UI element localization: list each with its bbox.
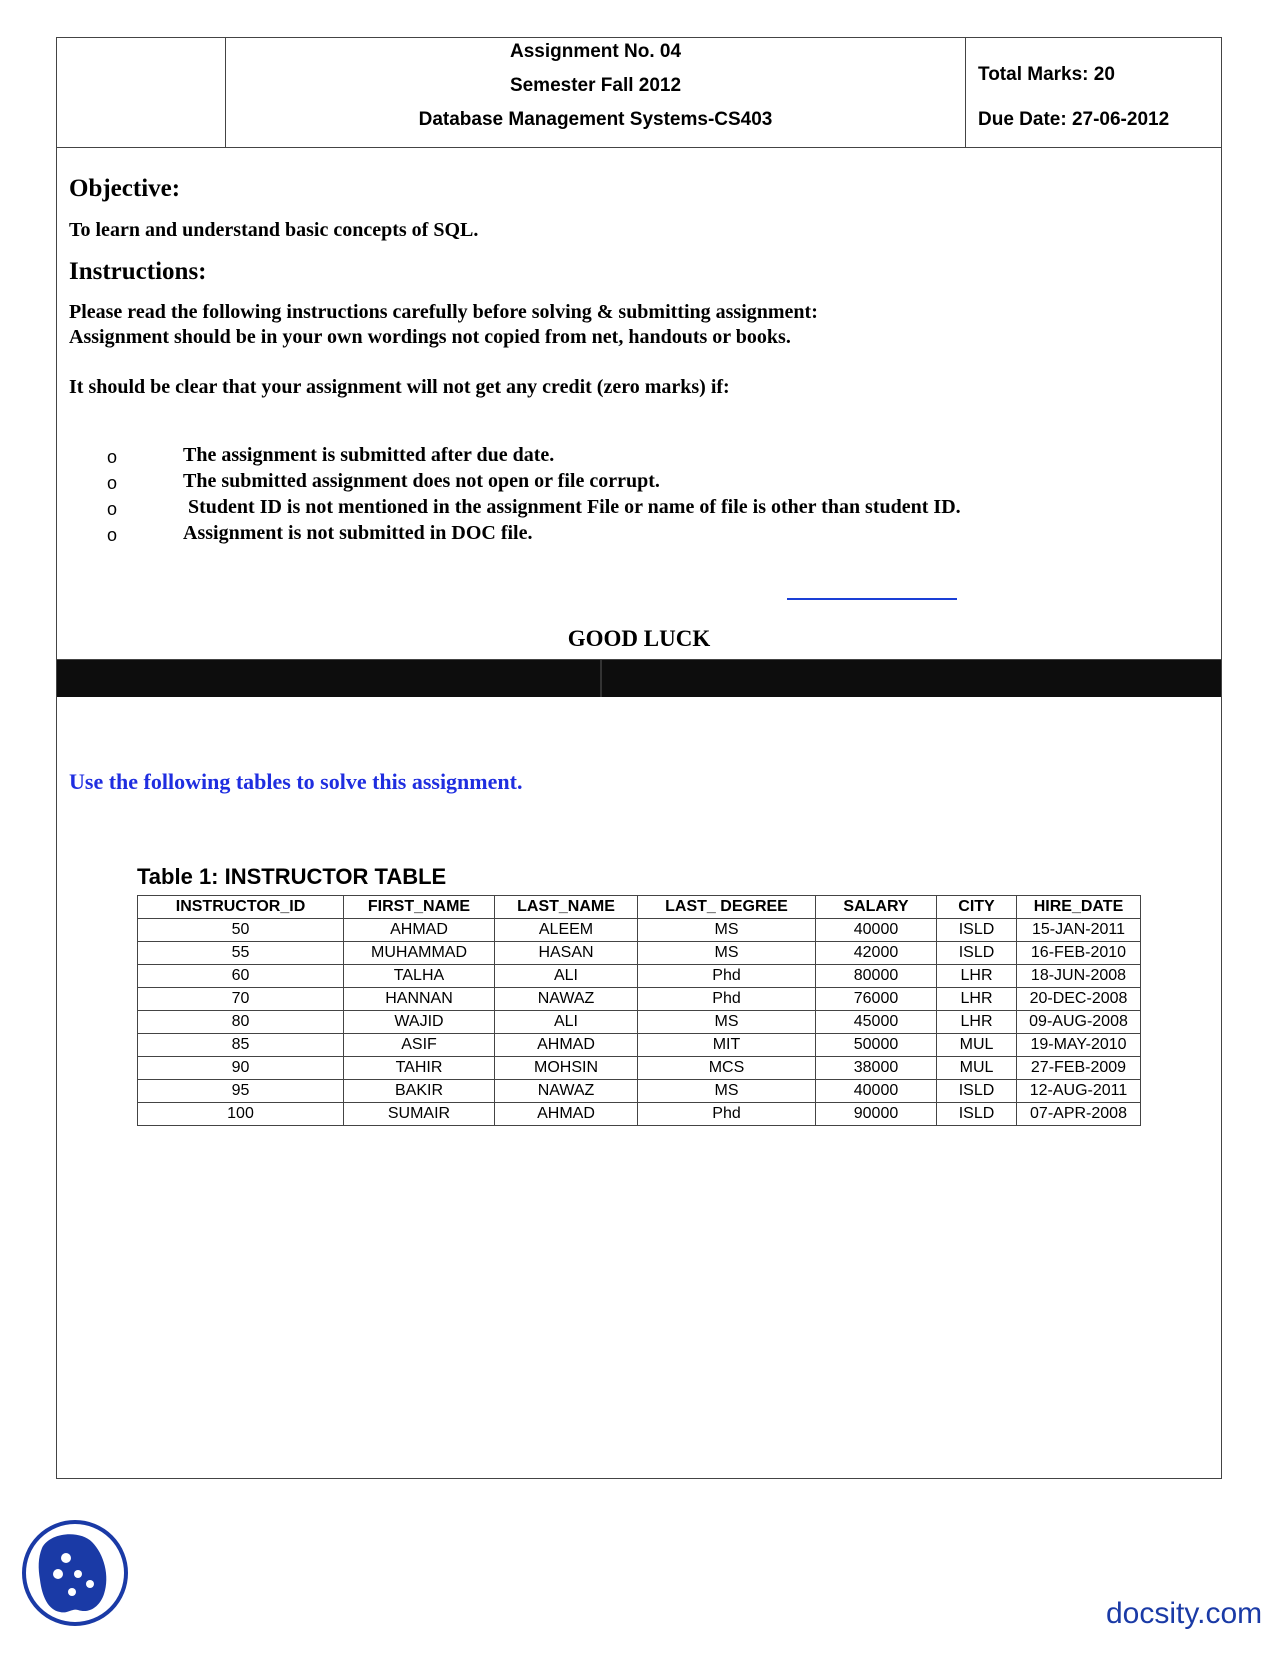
table-cell: 45000 [816, 1011, 937, 1034]
column-header: LAST_ DEGREE [638, 896, 816, 919]
table-cell: ISLD [937, 942, 1017, 965]
table-row [138, 988, 1141, 1011]
table-cell: 09-AUG-2008 [1017, 1011, 1141, 1034]
table-cell: MS [638, 1080, 816, 1103]
table-header-row [138, 896, 1141, 919]
table-cell: MOHSIN [495, 1057, 638, 1080]
table-cell: ISLD [937, 1080, 1017, 1103]
objective-heading: Objective: [69, 175, 181, 202]
black-divider-bar [57, 659, 1221, 697]
table-cell: 80 [138, 1011, 344, 1034]
column-header: CITY [937, 896, 1017, 919]
total-marks: Total Marks: 20 [978, 64, 1115, 85]
table-row [138, 1034, 1141, 1057]
use-tables-note: Use the following tables to solve this assignment. [69, 769, 523, 794]
table-cell: 19-MAY-2010 [1017, 1034, 1141, 1057]
table-cell: 40000 [816, 1080, 937, 1103]
table-row [138, 1057, 1141, 1080]
instructions-wording: Assignment should be in your own wordings not copied from net, handouts or books. [69, 326, 791, 348]
table-cell: NAWAZ [495, 1080, 638, 1103]
docsity-logo-icon [20, 1518, 130, 1628]
docsity-brand: docsity.com [1106, 1597, 1263, 1630]
objective-text: To learn and understand basic concepts of SQL. [69, 219, 479, 241]
table-cell: HANNAN [344, 988, 495, 1011]
table-cell: TALHA [344, 965, 495, 988]
table-cell: MUL [937, 1034, 1017, 1057]
table-cell: LHR [937, 965, 1017, 988]
instructions-intro: Please read the following instructions carefully before solving & submitting assignment: [69, 301, 818, 323]
table-cell: 50000 [816, 1034, 937, 1057]
due-date: Due Date: 27-06-2012 [978, 109, 1170, 130]
column-header: FIRST_NAME [344, 896, 495, 919]
good-luck: GOOD LUCK [567, 626, 711, 651]
header-marks-cell [966, 38, 1221, 147]
table-cell: HASAN [495, 942, 638, 965]
table-cell: ALEEM [495, 919, 638, 942]
table-cell: AHMAD [344, 919, 495, 942]
table-cell: 80000 [816, 965, 937, 988]
table-cell: MUL [937, 1057, 1017, 1080]
table-cell: NAWAZ [495, 988, 638, 1011]
instructions-heading: Instructions: [69, 258, 207, 285]
table-cell: 15-JAN-2011 [1017, 919, 1141, 942]
table-row [138, 1103, 1141, 1126]
table-row [138, 965, 1141, 988]
table-cell: 38000 [816, 1057, 937, 1080]
table-row [138, 1080, 1141, 1103]
table-cell: 76000 [816, 988, 937, 1011]
table-cell: MS [638, 919, 816, 942]
table-cell: 20-DEC-2008 [1017, 988, 1141, 1011]
table-cell: BAKIR [344, 1080, 495, 1103]
table-cell: 18-JUN-2008 [1017, 965, 1141, 988]
table-cell: WAJID [344, 1011, 495, 1034]
assignment-number: Assignment No. 04 [509, 41, 682, 62]
table-cell: ALI [495, 965, 638, 988]
table-cell: TAHIR [344, 1057, 495, 1080]
table-cell: Phd [638, 988, 816, 1011]
table-cell: LHR [937, 988, 1017, 1011]
table-cell: 70 [138, 988, 344, 1011]
assignment-header [57, 38, 1221, 148]
table-cell: MUHAMMAD [344, 942, 495, 965]
table-cell: 100 [138, 1103, 344, 1126]
table-row [138, 942, 1141, 965]
table-row [138, 919, 1141, 942]
instructions-credit: It should be clear that your assignment will not get any credit (zero marks) if: [69, 376, 730, 398]
table-row [138, 1011, 1141, 1034]
table-cell: MCS [638, 1057, 816, 1080]
document-frame: Assignment No. 04 Semester Fall 2012 Database Management Systems-CS403 Total Marks: 20 Due Date: 27-06-2012 Objective: To learn and understand basic concepts of SQL. Instructions: Please read the following instructions carefully before solving & submitting assignment: Assignment should be in your own wordings not copied from net, handouts or books. It should be clear that your assignment will not get any credit (zero marks) if: o The assignment is submitted after due date. o The submitted assignment does not open or file corrupt. o Student ID is not mentioned in the assignment File or name of file is other than student ID. o Assignment is not submitted in DOC file. GOOD LUCK Use the following tables to solve this assignment. Table 1: INSTRUCTOR TABLE INSTRUCTOR_ID FIRST_NAME LAST_NAME LAST_ DEGREE SALARY CITY HIRE_DATE 50 AHMAD ALEEM MS 40000 ISLD 15-JAN-2011 55 MUHAMMAD HASAN MS 42000 ISLD 16-FEB-2010 60 TALHA ALI Phd 80000 LHR 18-JUN-2008 70 HANNAN NAWAZ Phd 76000 LHR 20-DEC-2008 80 WAJID ALI MS 45000 LHR 09-AUG-2008 85 ASIF AHMAD MIT 50000 MUL 19-MAY-2010 90 TAHIR MOHSIN MCS 38000 MUL 27-FEB-2009 95 BAKIR NAWAZ MS 40000 ISLD 12-AUG-2011 100 SUMAIR AHMAD Phd 90000 ISLD 07-APR-2008 [56, 37, 1222, 1479]
table-cell: Phd [638, 965, 816, 988]
table-cell: ISLD [937, 1103, 1017, 1126]
header-blank-cell [57, 38, 226, 147]
table-cell: ISLD [937, 919, 1017, 942]
table-cell: ALI [495, 1011, 638, 1034]
column-header: HIRE_DATE [1017, 896, 1141, 919]
header-title-cell [226, 38, 966, 147]
table-cell: 16-FEB-2010 [1017, 942, 1141, 965]
table-cell: 90000 [816, 1103, 937, 1126]
table-cell: 12-AUG-2011 [1017, 1080, 1141, 1103]
table-cell: 50 [138, 919, 344, 942]
table-cell: MS [638, 1011, 816, 1034]
table-cell: Phd [638, 1103, 816, 1126]
table-cell: 55 [138, 942, 344, 965]
table-cell: 90 [138, 1057, 344, 1080]
table-cell: 07-APR-2008 [1017, 1103, 1141, 1126]
column-header: LAST_NAME [495, 896, 638, 919]
table-cell: AHMAD [495, 1034, 638, 1057]
instructor-table [137, 895, 1141, 1126]
table-cell: MIT [638, 1034, 816, 1057]
course-title: Database Management Systems-CS403 [418, 109, 773, 130]
table-cell: AHMAD [495, 1103, 638, 1126]
table-cell: 60 [138, 965, 344, 988]
table-cell: MS [638, 942, 816, 965]
table-caption: Table 1: INSTRUCTOR TABLE [137, 864, 447, 889]
table-cell: 85 [138, 1034, 344, 1057]
semester: Semester Fall 2012 [509, 75, 682, 96]
blue-underline [787, 598, 957, 600]
table-cell: 42000 [816, 942, 937, 965]
column-header: INSTRUCTOR_ID [138, 896, 344, 919]
table-cell: SUMAIR [344, 1103, 495, 1126]
table-cell: ASIF [344, 1034, 495, 1057]
table-cell: 27-FEB-2009 [1017, 1057, 1141, 1080]
table-cell: 40000 [816, 919, 937, 942]
table-cell: LHR [937, 1011, 1017, 1034]
column-header: SALARY [816, 896, 937, 919]
table-cell: 95 [138, 1080, 344, 1103]
